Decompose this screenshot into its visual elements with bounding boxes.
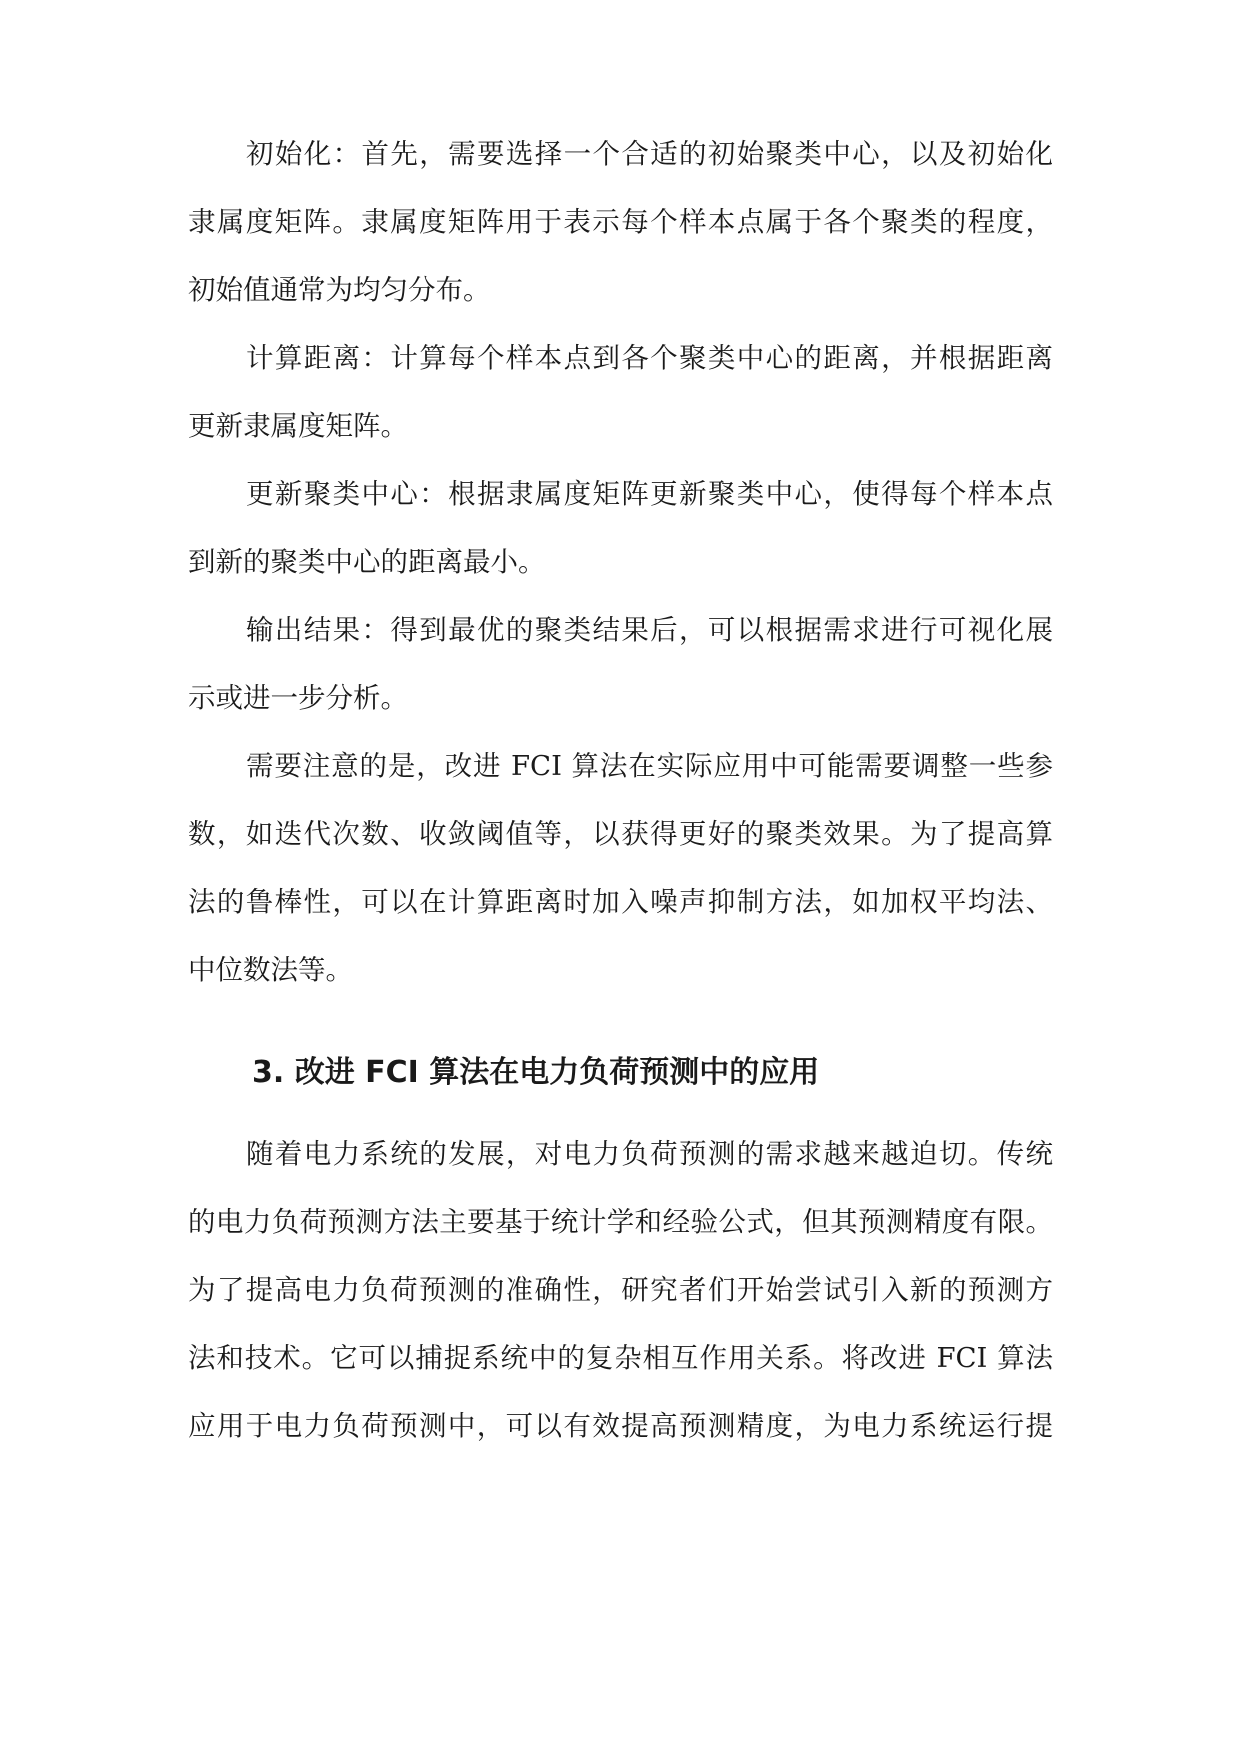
section-heading: 3. 改进 FCI 算法在电力负荷预测中的应用 bbox=[252, 1055, 820, 1090]
paragraph-4-line-1: 输出结果：得到最优的聚类结果后，可以根据需求进行可视化展 bbox=[246, 614, 1053, 646]
paragraph-1-line-1: 初始化：首先，需要选择一个合适的初始聚类中心，以及初始化 bbox=[246, 138, 1053, 170]
section-paragraph-line-5: 应用于电力负荷预测中，可以有效提高预测精度，为电力系统运行提 bbox=[188, 1410, 1053, 1442]
paragraph-1-line-3: 初始值通常为均匀分布。 bbox=[188, 274, 491, 306]
section-paragraph-line-2: 的电力负荷预测方法主要基于统计学和经验公式，但其预测精度有限。 bbox=[188, 1206, 1053, 1238]
section-paragraph-line-3: 为了提高电力负荷预测的准确性，研究者们开始尝试引入新的预测方 bbox=[188, 1274, 1053, 1306]
section-paragraph-line-4: 法和技术。它可以捕捉系统中的复杂相互作用关系。将改进 FCI 算法 bbox=[188, 1342, 1053, 1374]
paragraph-3-line-2: 到新的聚类中心的距离最小。 bbox=[188, 546, 546, 578]
paragraph-5-line-4: 中位数法等。 bbox=[188, 954, 353, 986]
paragraph-3-line-1: 更新聚类中心：根据隶属度矩阵更新聚类中心，使得每个样本点 bbox=[246, 478, 1053, 510]
paragraph-1-line-2: 隶属度矩阵。隶属度矩阵用于表示每个样本点属于各个聚类的程度， bbox=[188, 206, 1053, 238]
paragraph-2-line-2: 更新隶属度矩阵。 bbox=[188, 410, 408, 442]
paragraph-5-line-3: 法的鲁棒性，可以在计算距离时加入噪声抑制方法，如加权平均法、 bbox=[188, 886, 1053, 918]
section-paragraph-line-1: 随着电力系统的发展，对电力负荷预测的需求越来越迫切。传统 bbox=[246, 1138, 1053, 1170]
paragraph-4-line-2: 示或进一步分析。 bbox=[188, 682, 408, 714]
paragraph-5-line-2: 数，如迭代次数、收敛阈值等，以获得更好的聚类效果。为了提高算 bbox=[188, 818, 1053, 850]
paragraph-5-line-1: 需要注意的是，改进 FCI 算法在实际应用中可能需要调整一些参 bbox=[246, 750, 1053, 782]
paragraph-2-line-1: 计算距离：计算每个样本点到各个聚类中心的距离，并根据距离 bbox=[246, 342, 1053, 374]
